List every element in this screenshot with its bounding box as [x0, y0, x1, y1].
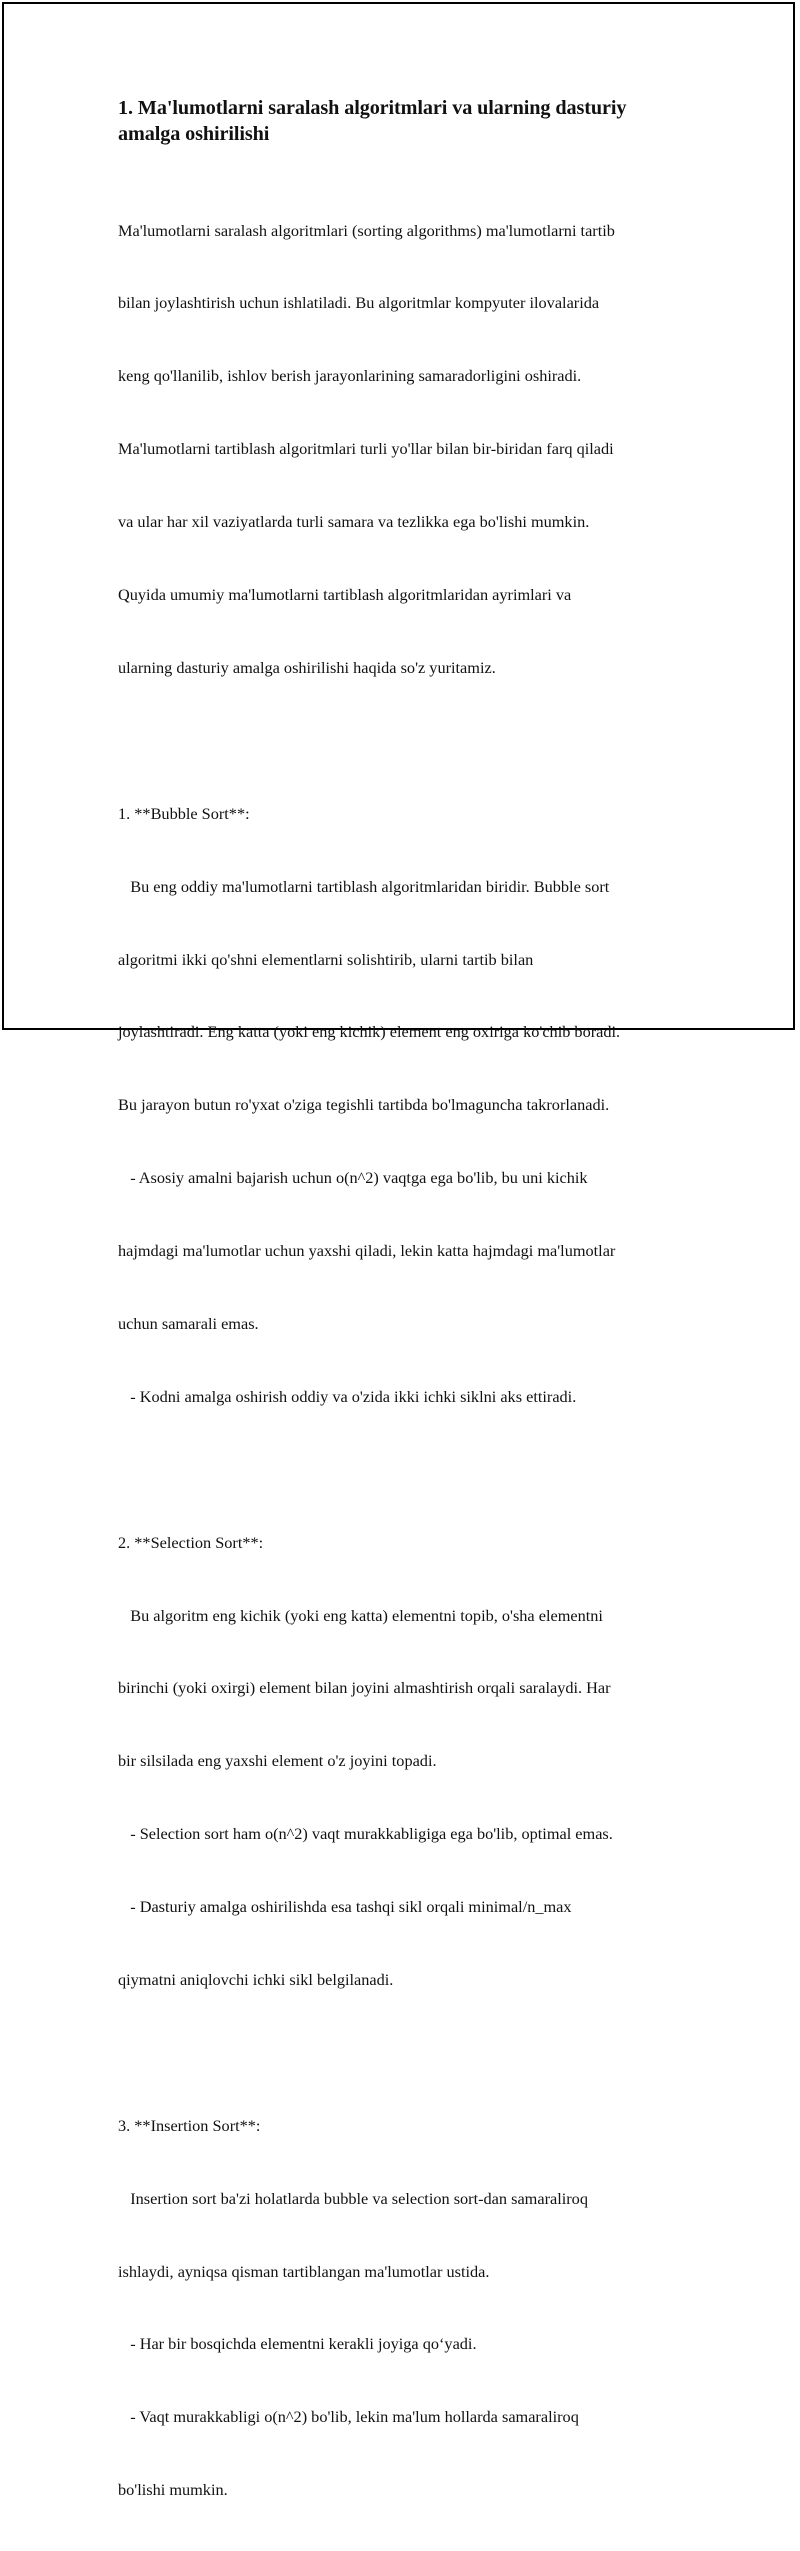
text-line: - Asosiy amalni bajarish uchun o(n^2) vaqtga ega bo'lib, bu uni kichik [118, 1168, 588, 1188]
text-line: uchun samarali emas. [118, 1313, 259, 1333]
text-line: bir silsilada eng yaxshi element o'z joyini topadi. [118, 1751, 437, 1771]
text-line: bo'lishi mumkin. [118, 2480, 228, 2500]
text-line: algoritmi ikki qo'shni elementlarni solishtirib, ularni tartib bilan [118, 949, 534, 969]
text-line: Ma'lumotlarni saralash algoritmlari (sorting algorithms) ma'lumotlarni tartib [118, 220, 615, 240]
body-text [118, 170, 698, 2551]
text-line: 2. **Selection Sort**: [118, 1532, 264, 1552]
text-line: keng qo'llanilib, ishlov berish jarayonlarining samaradorligini oshiradi. [118, 366, 582, 386]
text-line: ishlaydi, ayniqsa qisman tartiblangan ma'lumotlar ustida. [118, 2261, 490, 2281]
text-line: Ma'lumotlarni tartiblash algoritmlari turli yo'llar bilan bir-biridan farq qiladi [118, 439, 614, 459]
text-line: birinchi (yoki oxirgi) element bilan joyini almashtirish orqali saralaydi. Har [118, 1678, 611, 1698]
text-line: va ular har xil vaziyatlarda turli samara va tezlikka ega bo'lishi mumkin. [118, 512, 590, 532]
blank-line [118, 1458, 698, 1482]
text-line: ularning dasturiy amalga oshirilishi haqida so'z yuritamiz. [118, 657, 496, 677]
text-line: Insertion sort ba'zi holatlarda bubble va selection sort-dan samaraliroq [118, 2188, 588, 2208]
blank-line [118, 729, 698, 753]
text-line: - Dasturiy amalga oshirilishda esa tashqi sikl orqali minimal/n_max [118, 1897, 572, 1917]
text-line: 1. **Bubble Sort**: [118, 803, 250, 823]
title-line: 1. Ma'lumotlarni saralash algoritmlari va ularning dasturiy [118, 97, 627, 119]
text-line: qiymatni aniqlovchi ichki sikl belgilanadi. [118, 1969, 394, 1989]
blank-line [118, 2041, 698, 2065]
text-line: - Selection sort ham o(n^2) vaqt murakkabligiga ega bo'lib, optimal emas. [118, 1824, 613, 1844]
text-line: Quyida umumiy ma'lumotlarni tartiblash algoritmlaridan ayrimlari va [118, 585, 572, 605]
text-line: Bu eng oddiy ma'lumotlarni tartiblash algoritmlaridan biridir. Bubble sort [118, 876, 610, 896]
text-line: hajmdagi ma'lumotlar uchun yaxshi qiladi, lekin katta hajmdagi ma'lumotlar [118, 1241, 616, 1261]
text-line: - Vaqt murakkabligi o(n^2) bo'lib, lekin ma'lum hollarda samaraliroq [118, 2407, 579, 2427]
text-line: - Kodni amalga oshirish oddiy va o'zida ikki ichki siklni aks ettiradi. [118, 1386, 577, 1406]
title-line: amalga oshirilishi [118, 123, 270, 145]
text-line: Bu jarayon butun ro'yxat o'ziga tegishli tartibda bo'lmaguncha takrorlanadi. [118, 1095, 610, 1115]
text-line: 3. **Insertion Sort**: [118, 2115, 261, 2135]
section-title [118, 95, 698, 147]
document-content [118, 95, 698, 2551]
text-line: Bu algoritm eng kichik (yoki eng katta) elementni topib, o'sha elementni [118, 1605, 603, 1625]
text-line: - Har bir bosqichda elementni kerakli joyiga qo‘yadi. [118, 2334, 477, 2354]
text-line: joylashtiradi. Eng katta (yoki eng kichik) element eng oxiriga ko'chib boradi. [118, 1022, 621, 1042]
text-line: bilan joylashtirish uchun ishlatiladi. Bu algoritmlar kompyuter ilovalarida [118, 293, 600, 313]
